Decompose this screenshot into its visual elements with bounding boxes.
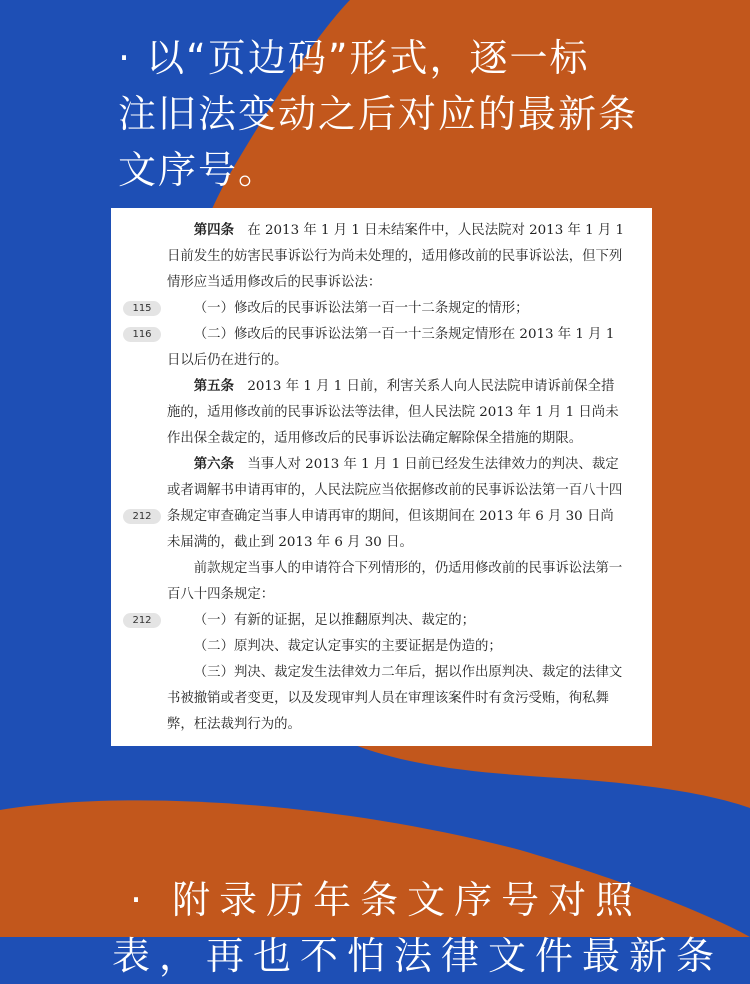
heading-line-3: 文序号。 [118,148,279,192]
article-text: 在 2013 年 1 月 1 日未结案件中，人民法院对 2013 年 1 月 1 日前发生的妨害民事诉讼行为尚未处理的，适用修改前的民事诉讼法，但下列情形应当适用修改后的民事诉讼法： [167,223,625,290]
clause-text: （一）有新的证据，足以推翻原判决、裁定的； [193,613,475,628]
article-6 [132,452,626,556]
clause-item [167,634,626,660]
article-number: 第四条 [193,223,234,238]
article-text: 2013 年 1 月 1 日前，利害关系人向人民法院申请诉前保全措施的，适用修改前的民事诉讼法等法律，但人民法院 2013 年 1 月 1 日尚未作出保全裁定的，适用修改后的民事诉讼法确定解除保全措施的期限。 [167,379,619,446]
article-text: 当事人对 2013 年 1 月 1 日前已经发生法律效力的判决、裁定或者调解书申请再审的，人民法院应当依据修改前的民事诉讼法第一百八十四条规定审查确定当事人申请再审的期间，但该期间在 2013 年 6 月 30 日尚未届满的，截止到 2013 年 6 月 30 日。 [167,457,623,550]
footer-line-1: · 附录历年条文序号对照 [130,878,643,922]
document-page [111,208,652,746]
clause-text: （一）修改后的民事诉讼法第一百一十二条规定的情形； [193,301,529,316]
article-number: 第五条 [193,379,234,394]
article-4 [167,218,626,296]
clause-item [167,660,626,738]
footer-line-2: 表，再也不怕法律文件最新条 [112,934,724,978]
clause-text: （三）判决、裁定发生法律效力二年后，据以作出原判决、裁定的法律文书被撤销或者变更，以及发现审判人员在审理该案件时有贪污受贿，徇私舞弊，枉法裁判行为的。 [167,665,623,732]
article-5 [167,374,626,452]
clause-item [132,296,626,322]
margin-number-badge: 115 [123,301,161,316]
heading-line-2: 注旧法变动之后对应的最新条 [118,92,639,136]
clause-text: （二）原判决、裁定认定事实的主要证据是伪造的； [193,639,502,654]
heading-line-1: · 以“页边码”形式，逐一标 [118,36,590,80]
paragraph-text: 前款规定当事人的申请符合下列情形的，仍适用修改前的民事诉讼法第一百八十四条规定： [167,561,623,602]
clause-item [167,608,626,634]
margin-number-badge: 212 [123,509,161,524]
article-number: 第六条 [193,457,234,472]
margin-number-badge: 116 [123,327,161,342]
margin-number-badge: 212 [123,613,161,628]
clause-text: （二）修改后的民事诉讼法第一百一十三条规定情形在 2013 年 1 月 1 日以后仍在进行的。 [167,327,615,368]
clause-item [132,322,626,374]
heading [118,30,678,198]
